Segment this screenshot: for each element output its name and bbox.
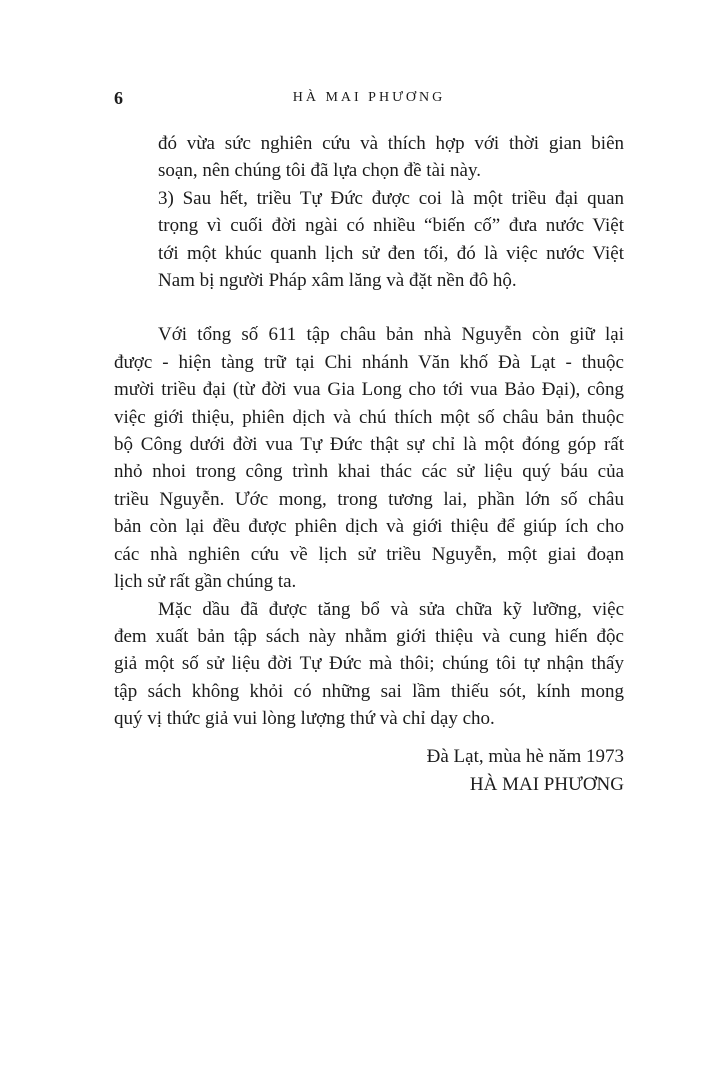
text-line: triều Nguyễn. Ước mong, trong tương lai, phần lớn số châu — [114, 488, 624, 510]
paragraph-4 — [114, 596, 624, 733]
text-line: Nam bị người Pháp xâm lăng và đặt nền đô hộ. — [158, 270, 517, 292]
text-line: Mặc dầu đã được tăng bổ và sửa chữa kỹ lưỡng, việc — [158, 598, 624, 620]
paragraph-3 — [114, 321, 624, 595]
text-line: được - hiện tàng trữ tại Chi nhánh Văn khố Đà Lạt - thuộc — [114, 351, 624, 373]
text-line: lịch sử rất gần chúng ta. — [114, 571, 297, 593]
text-line: soạn, nên chúng tôi đã lựa chọn đề tài này. — [158, 160, 481, 182]
text-line: đem xuất bản tập sách này nhằm giới thiệu và cung hiến độc — [114, 625, 624, 647]
paragraph-1 — [114, 130, 624, 185]
text-line: trọng vì cuối đời ngài có nhiều “biến cố” đưa nước Việt — [158, 215, 624, 237]
text-line: tập sách không khỏi có những sai lầm thiếu sót, kính mong — [114, 680, 624, 702]
text-line: việc giới thiệu, phiên dịch và chú thích một số châu bản thuộc — [114, 406, 624, 428]
page-number: 6 — [114, 88, 123, 108]
text-line: các nhà nghiên cứu về lịch sử triều Nguyễn, một giai đoạn — [114, 543, 624, 565]
text-line: quý vị thức giả vui lòng lượng thứ và chỉ dạy cho. — [114, 708, 495, 730]
paragraph-2 — [114, 185, 624, 295]
text-line: 3) Sau hết, triều Tự Đức được coi là một triều đại quan — [158, 187, 624, 209]
text-line: bộ Công dưới đời vua Tự Đức thật sự chỉ là một đóng góp rất — [114, 434, 624, 456]
running-title: HÀ MAI PHƯƠNG — [292, 90, 446, 105]
text-line: bản còn lại đều được phiên dịch và giới thiệu để giúp ích cho — [114, 516, 624, 538]
body-text — [114, 130, 624, 799]
author-name: HÀ MAI PHƯƠNG — [469, 773, 624, 795]
text-line: tới một khúc quanh lịch sử đen tối, đó là việc nước Việt — [158, 242, 624, 264]
text-line: mười triều đại (từ đời vua Gia Long cho tới vua Bảo Đại), công — [114, 379, 624, 401]
place-date: Đà Lạt, mùa hè năm 1973 — [426, 745, 624, 767]
paragraph-spacer — [114, 294, 624, 321]
text-line: Với tổng số 611 tập châu bản nhà Nguyễn còn giữ lại — [158, 324, 624, 346]
text-line: đó vừa sức nghiên cứu và thích hợp với thời gian biên — [158, 133, 624, 154]
signature-block — [114, 743, 624, 799]
text-line: nhỏ nhoi trong công trình khai thác các sử liệu quý báu của — [114, 461, 624, 483]
running-header — [114, 88, 624, 112]
text-line: giả một số sử liệu đời Tự Đức mà thôi; chúng tôi tự nhận thấy — [114, 653, 624, 675]
